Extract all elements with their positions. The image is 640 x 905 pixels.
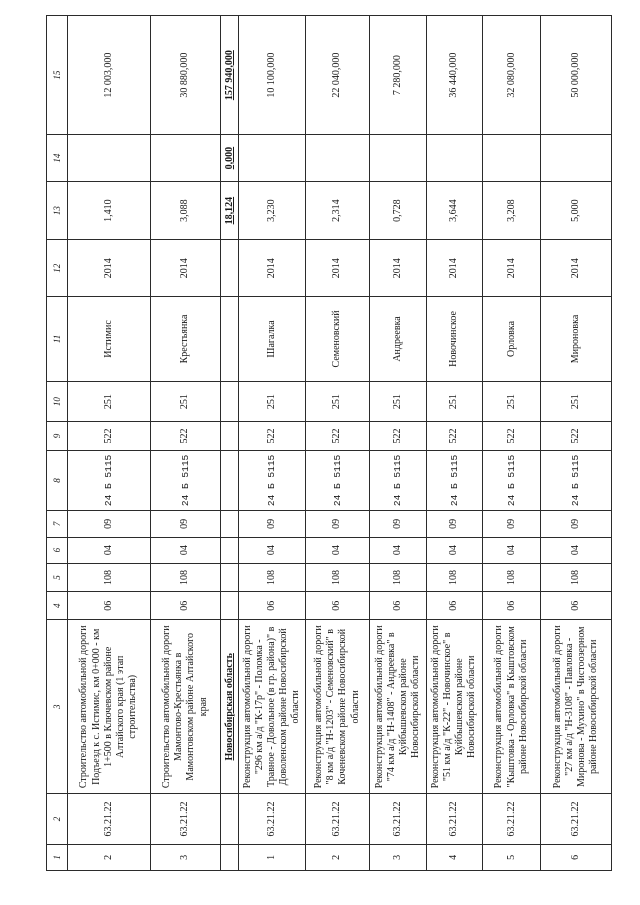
subsection-code: 09 <box>239 511 305 537</box>
row-number: 4 <box>426 844 482 870</box>
target-article: 24 Б 5115 <box>68 450 151 511</box>
object-name: Строительство автомобильной дороги Подъезд к с. Истимис, км 0+000 - км 1+500 в Ключевском районе Алтайского края (1 этап строительства) <box>68 620 151 794</box>
capacity-km: 3,208 <box>483 181 541 240</box>
capacity-km: 3,644 <box>426 181 482 240</box>
section-code: 04 <box>426 537 482 563</box>
kosgu-code <box>221 381 239 421</box>
capacity-col-14 <box>426 135 482 181</box>
section-code: 04 <box>483 537 541 563</box>
financing-amount: 50 000,000 <box>541 16 612 135</box>
table-row <box>426 16 482 871</box>
row-number: 1 <box>239 844 305 870</box>
column-number-6: 6 <box>47 537 68 563</box>
target-article: 24 Б 5115 <box>150 450 221 511</box>
grbs-code: 06 <box>370 592 426 620</box>
financing-amount: 30 880,000 <box>150 16 221 135</box>
section-code <box>221 537 239 563</box>
subsection-code: 09 <box>483 511 541 537</box>
object-name: Реконструкция автомобильной дороги "Кыштовка - Орловка" в Кыштовском районе Новосибирской области <box>483 620 541 794</box>
capacity-km: 18,124 <box>221 181 239 240</box>
kosgu-code: 251 <box>426 381 482 421</box>
target-article: 24 Б 5115 <box>370 450 426 511</box>
table-row <box>483 16 541 871</box>
settlement-name: Орловка <box>483 297 541 382</box>
subsection-code: 09 <box>541 511 612 537</box>
kosgu-code: 251 <box>68 381 151 421</box>
capacity-km: 0,728 <box>370 181 426 240</box>
expense-type: 522 <box>541 422 612 450</box>
column-number-10: 10 <box>47 381 68 421</box>
budget-table <box>46 15 612 871</box>
region-subtotal-row <box>221 16 239 871</box>
section-code: 04 <box>305 537 369 563</box>
grbs-code <box>221 592 239 620</box>
column-number-15: 15 <box>47 16 68 135</box>
target-article <box>221 450 239 511</box>
object-code: 63.21.22 <box>483 794 541 845</box>
settlement-name: Мироновка <box>541 297 612 382</box>
capacity-km: 3,088 <box>150 181 221 240</box>
subsection-code <box>221 511 239 537</box>
expense-type: 522 <box>483 422 541 450</box>
settlement-name: Крестьянка <box>150 297 221 382</box>
capacity-col-14 <box>370 135 426 181</box>
capacity-km: 1,410 <box>68 181 151 240</box>
column-number-8: 8 <box>47 450 68 511</box>
object-name: Новосибирская область <box>221 620 239 794</box>
column-number-9: 9 <box>47 422 68 450</box>
grbs-code: 06 <box>68 592 151 620</box>
column-number-1: 1 <box>47 844 68 870</box>
object-code: 63.21.22 <box>305 794 369 845</box>
object-code: 63.21.22 <box>239 794 305 845</box>
settlement-name: Шагалка <box>239 297 305 382</box>
row-number <box>221 844 239 870</box>
table-row <box>541 16 612 871</box>
financing-amount: 12 003,000 <box>68 16 151 135</box>
object-name: Реконструкция автомобильной дороги "296 км а/д "К-17р" - Поломка - Травное - Довольное (в гр. района)" в Доволенском районе Новосибирской области <box>239 620 305 794</box>
column-number-4: 4 <box>47 592 68 620</box>
financing-amount: 32 080,000 <box>483 16 541 135</box>
completion-year: 2014 <box>305 240 369 297</box>
capacity-col-14 <box>150 135 221 181</box>
rotated-sheet <box>0 5 640 905</box>
table-row <box>370 16 426 871</box>
completion-year <box>221 240 239 297</box>
financing-amount: 10 100,000 <box>239 16 305 135</box>
object-name: Реконструкция автомобильной дороги "51 км а/д "К-22" - Новочинское" в Куйбышевском районе Новосибирской области <box>426 620 482 794</box>
code-5: 108 <box>370 563 426 591</box>
code-5: 108 <box>305 563 369 591</box>
object-code: 63.21.22 <box>426 794 482 845</box>
grbs-code: 06 <box>305 592 369 620</box>
kosgu-code: 251 <box>541 381 612 421</box>
column-number-row <box>47 16 68 871</box>
table-row <box>239 16 305 871</box>
code-5: 108 <box>150 563 221 591</box>
row-number: 6 <box>541 844 612 870</box>
code-5 <box>221 563 239 591</box>
kosgu-code: 251 <box>370 381 426 421</box>
section-code: 04 <box>239 537 305 563</box>
row-number: 3 <box>370 844 426 870</box>
financing-amount: 7 280,000 <box>370 16 426 135</box>
object-name: Реконструкция автомобильной дороги "74 км а/д "Н-1408" - Андреевка" в Куйбышевском районе Новосибирской области <box>370 620 426 794</box>
row-number: 2 <box>68 844 151 870</box>
completion-year: 2014 <box>239 240 305 297</box>
table-row <box>68 16 151 871</box>
table-body <box>47 16 612 871</box>
table-row <box>305 16 369 871</box>
column-number-13: 13 <box>47 181 68 240</box>
completion-year: 2014 <box>370 240 426 297</box>
settlement-name: Андреевка <box>370 297 426 382</box>
object-code: 63.21.22 <box>541 794 612 845</box>
object-code: 63.21.22 <box>150 794 221 845</box>
kosgu-code: 251 <box>483 381 541 421</box>
object-name: Строительство автомобильной дороги Мамонтово-Крестьянка в Мамонтовском районе Алтайского края <box>150 620 221 794</box>
column-number-7: 7 <box>47 511 68 537</box>
completion-year: 2014 <box>150 240 221 297</box>
expense-type: 522 <box>239 422 305 450</box>
capacity-col-14: 0,000 <box>221 135 239 181</box>
target-article: 24 Б 5115 <box>239 450 305 511</box>
column-number-14: 14 <box>47 135 68 181</box>
column-number-5: 5 <box>47 563 68 591</box>
kosgu-code: 251 <box>239 381 305 421</box>
object-code <box>221 794 239 845</box>
row-number: 2 <box>305 844 369 870</box>
object-code: 63.21.22 <box>370 794 426 845</box>
code-5: 108 <box>541 563 612 591</box>
expense-type: 522 <box>150 422 221 450</box>
code-5: 108 <box>426 563 482 591</box>
code-5: 108 <box>483 563 541 591</box>
target-article: 24 Б 5115 <box>426 450 482 511</box>
section-code: 04 <box>370 537 426 563</box>
object-name: Реконструкция автомобильной дороги "8 км а/д "Н-1203" - Семеновский" в Коченевском районе Новосибирской области <box>305 620 369 794</box>
kosgu-code: 251 <box>305 381 369 421</box>
section-code: 04 <box>541 537 612 563</box>
completion-year: 2014 <box>426 240 482 297</box>
capacity-col-14 <box>68 135 151 181</box>
financing-amount: 36 440,000 <box>426 16 482 135</box>
section-code: 04 <box>150 537 221 563</box>
column-number-11: 11 <box>47 297 68 382</box>
settlement-name: Новочинское <box>426 297 482 382</box>
completion-year: 2014 <box>483 240 541 297</box>
target-article: 24 Б 5115 <box>541 450 612 511</box>
subsection-code: 09 <box>68 511 151 537</box>
capacity-col-14 <box>483 135 541 181</box>
code-5: 108 <box>68 563 151 591</box>
object-name: Реконструкция автомобильной дороги "27 км а/д "Н-3108" - Павловка - Миронова - Мухино" в Чистоозерном районе Новосибирской области <box>541 620 612 794</box>
settlement-name <box>221 297 239 382</box>
table-row <box>150 16 221 871</box>
grbs-code: 06 <box>239 592 305 620</box>
settlement-name: Семеновский <box>305 297 369 382</box>
subsection-code: 09 <box>150 511 221 537</box>
capacity-col-14 <box>239 135 305 181</box>
completion-year: 2014 <box>68 240 151 297</box>
column-number-2: 2 <box>47 794 68 845</box>
target-article: 24 Б 5115 <box>483 450 541 511</box>
code-5: 108 <box>239 563 305 591</box>
section-code: 04 <box>68 537 151 563</box>
financing-amount: 22 040,000 <box>305 16 369 135</box>
subsection-code: 09 <box>426 511 482 537</box>
financing-amount: 157 940,000 <box>221 16 239 135</box>
capacity-km: 2,314 <box>305 181 369 240</box>
expense-type: 522 <box>370 422 426 450</box>
kosgu-code: 251 <box>150 381 221 421</box>
column-number-3: 3 <box>47 620 68 794</box>
capacity-col-14 <box>541 135 612 181</box>
completion-year: 2014 <box>541 240 612 297</box>
capacity-km: 3,230 <box>239 181 305 240</box>
row-number: 5 <box>483 844 541 870</box>
subsection-code: 09 <box>370 511 426 537</box>
grbs-code: 06 <box>150 592 221 620</box>
capacity-col-14 <box>305 135 369 181</box>
object-code: 63.21.22 <box>68 794 151 845</box>
grbs-code: 06 <box>426 592 482 620</box>
target-article: 24 Б 5115 <box>305 450 369 511</box>
expense-type <box>221 422 239 450</box>
expense-type: 522 <box>426 422 482 450</box>
settlement-name: Истимис <box>68 297 151 382</box>
expense-type: 522 <box>68 422 151 450</box>
column-number-12: 12 <box>47 240 68 297</box>
grbs-code: 06 <box>483 592 541 620</box>
row-number: 3 <box>150 844 221 870</box>
expense-type: 522 <box>305 422 369 450</box>
subsection-code: 09 <box>305 511 369 537</box>
capacity-km: 5,000 <box>541 181 612 240</box>
grbs-code: 06 <box>541 592 612 620</box>
